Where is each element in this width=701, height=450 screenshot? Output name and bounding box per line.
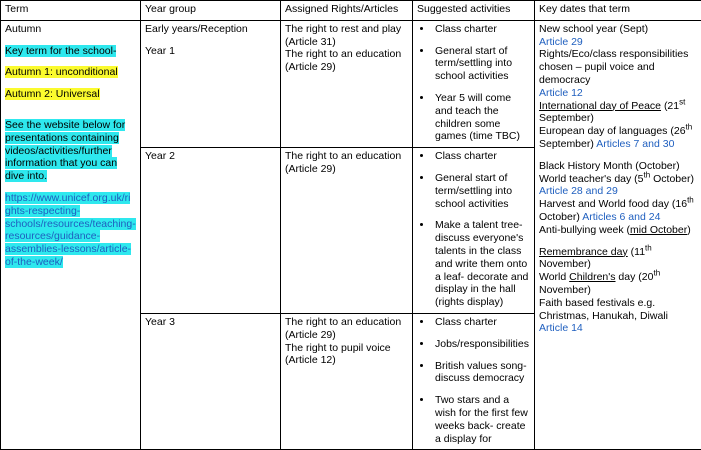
right-item: The right to an education (Article 29) (285, 316, 408, 342)
column-header-activities: Suggested activities (413, 1, 535, 21)
activity-item: • General start of term/settling into school activities (433, 45, 530, 83)
term-cell (1, 20, 141, 450)
key-date-line1: New school year (Sept) (539, 23, 648, 35)
key-date-line6-sup: th (644, 170, 651, 179)
column-header-year-group: Year group (141, 1, 281, 21)
activity-item: • Jobs/responsibilities (433, 338, 530, 351)
key-date-line4-article: Articles 7 and 30 (596, 138, 674, 150)
key-date-line10-tail: November) (539, 284, 591, 296)
key-date-line9-sup: th (645, 243, 652, 252)
key-date-line3-rest: (21 (664, 100, 679, 112)
column-header-key-dates: Key dates that term (535, 1, 701, 21)
activities-cell-1 (413, 20, 535, 147)
activity-item: • Class charter (433, 150, 530, 163)
term-note-website-url[interactable]: https://www.unicef.org.uk/rights-respecting-schools/resources/teaching-resources/guidance-assemblies-lessons/article-of-the-week/ (5, 192, 136, 268)
rights-cell-1 (281, 20, 413, 147)
key-date-line8: Anti-bullying week ( (539, 224, 630, 236)
key-date-line2-article: Article 12 (539, 87, 583, 99)
key-date-line1-article: Article 29 (539, 36, 583, 48)
key-date-line8-tail: ) (687, 224, 691, 236)
key-date-line6: World teacher's day (5 (539, 173, 644, 185)
right-item: The right to rest and play (Article 31) (285, 23, 408, 49)
key-date-line7-sup: th (687, 196, 694, 205)
term-note-autumn2: Autumn 2: Universal (5, 88, 100, 100)
key-date-line4-sup: th (686, 123, 693, 132)
key-date-line6-article: Article 28 and 29 (539, 185, 618, 197)
right-item: The right to an education (Article 29) (285, 48, 408, 74)
activity-item: • Class charter (433, 23, 530, 36)
key-date-line7-tail: October) (539, 211, 580, 223)
year-group-label-eyfs: Early years/Reception (145, 23, 276, 36)
key-date-line10: World (539, 271, 569, 283)
activity-item: • British values song- discuss democracy (433, 360, 530, 386)
rights-cell-2 (281, 148, 413, 314)
activity-item: • Make a talent tree- discuss everyone's talents in the class and write them onto a leaf- decorate and display in the hall (rights display) (433, 219, 530, 309)
term-note-website-intro: See the website below for presentations containing videos/activities/further information that you can dive into. (5, 119, 125, 182)
right-item: The right to an education (Article 29) (285, 150, 408, 176)
year-group-label-year1: Year 1 (145, 45, 276, 58)
key-date-line3-title: International day of Peace (539, 100, 661, 112)
term-name: Autumn (5, 23, 136, 36)
key-date-line2: Rights/Eco/class responsibilities chosen – pupil voice and democracy (539, 48, 688, 86)
year-group-cell-1 (141, 20, 281, 147)
key-date-line11: Faith based festivals e.g. Christmas, Hanukah, Diwali (539, 297, 668, 322)
activities-cell-3 (413, 313, 535, 449)
column-header-rights: Assigned Rights/Articles (281, 1, 413, 21)
activity-item: • Class charter (433, 316, 530, 329)
table-row (1, 20, 701, 147)
activities-cell-2 (413, 148, 535, 314)
key-date-line9-title: Remembrance day (539, 246, 628, 258)
year-group-cell-3: Year 3 (141, 313, 281, 449)
key-date-line10-underline: Children's (569, 271, 615, 283)
right-item: The right to pupil voice (Article 12) (285, 342, 408, 368)
key-date-line9-tail: November) (539, 258, 591, 270)
year-group-cell-2: Year 2 (141, 148, 281, 314)
table-header-row (1, 1, 701, 21)
key-dates-cell (535, 20, 701, 450)
column-header-term: Term (1, 1, 141, 21)
key-date-line7-article: Articles 6 and 24 (582, 211, 660, 223)
key-date-line8-underline: mid October (630, 224, 687, 236)
activity-item: • Year 5 will come and teach the children some games (time TBC) (433, 92, 530, 143)
rights-cell-3 (281, 313, 413, 449)
key-date-line5: Black History Month (October) (539, 160, 680, 172)
key-date-line4-tail: September) (539, 138, 594, 150)
activity-item: • Two stars and a wish for the first few weeks back- create a display for (433, 394, 530, 445)
term-note-key-term: Key term for the school- (5, 45, 116, 57)
key-date-line4: European day of languages (26 (539, 125, 686, 137)
key-date-line11-article: Article 14 (539, 322, 583, 334)
key-date-line7: Harvest and World food day (16 (539, 198, 687, 210)
key-date-line3-sup: st (679, 97, 685, 106)
key-date-line10-rest: day (20 (616, 271, 654, 283)
key-date-line6-tail: October) (650, 173, 694, 185)
key-date-line9-rest: (11 (631, 246, 645, 258)
key-date-line10-sup: th (653, 269, 660, 278)
activity-item: • General start of term/settling into school activities (433, 172, 530, 210)
term-note-autumn1: Autumn 1: unconditional (5, 66, 118, 78)
key-date-line3-tail: September) (539, 112, 594, 124)
